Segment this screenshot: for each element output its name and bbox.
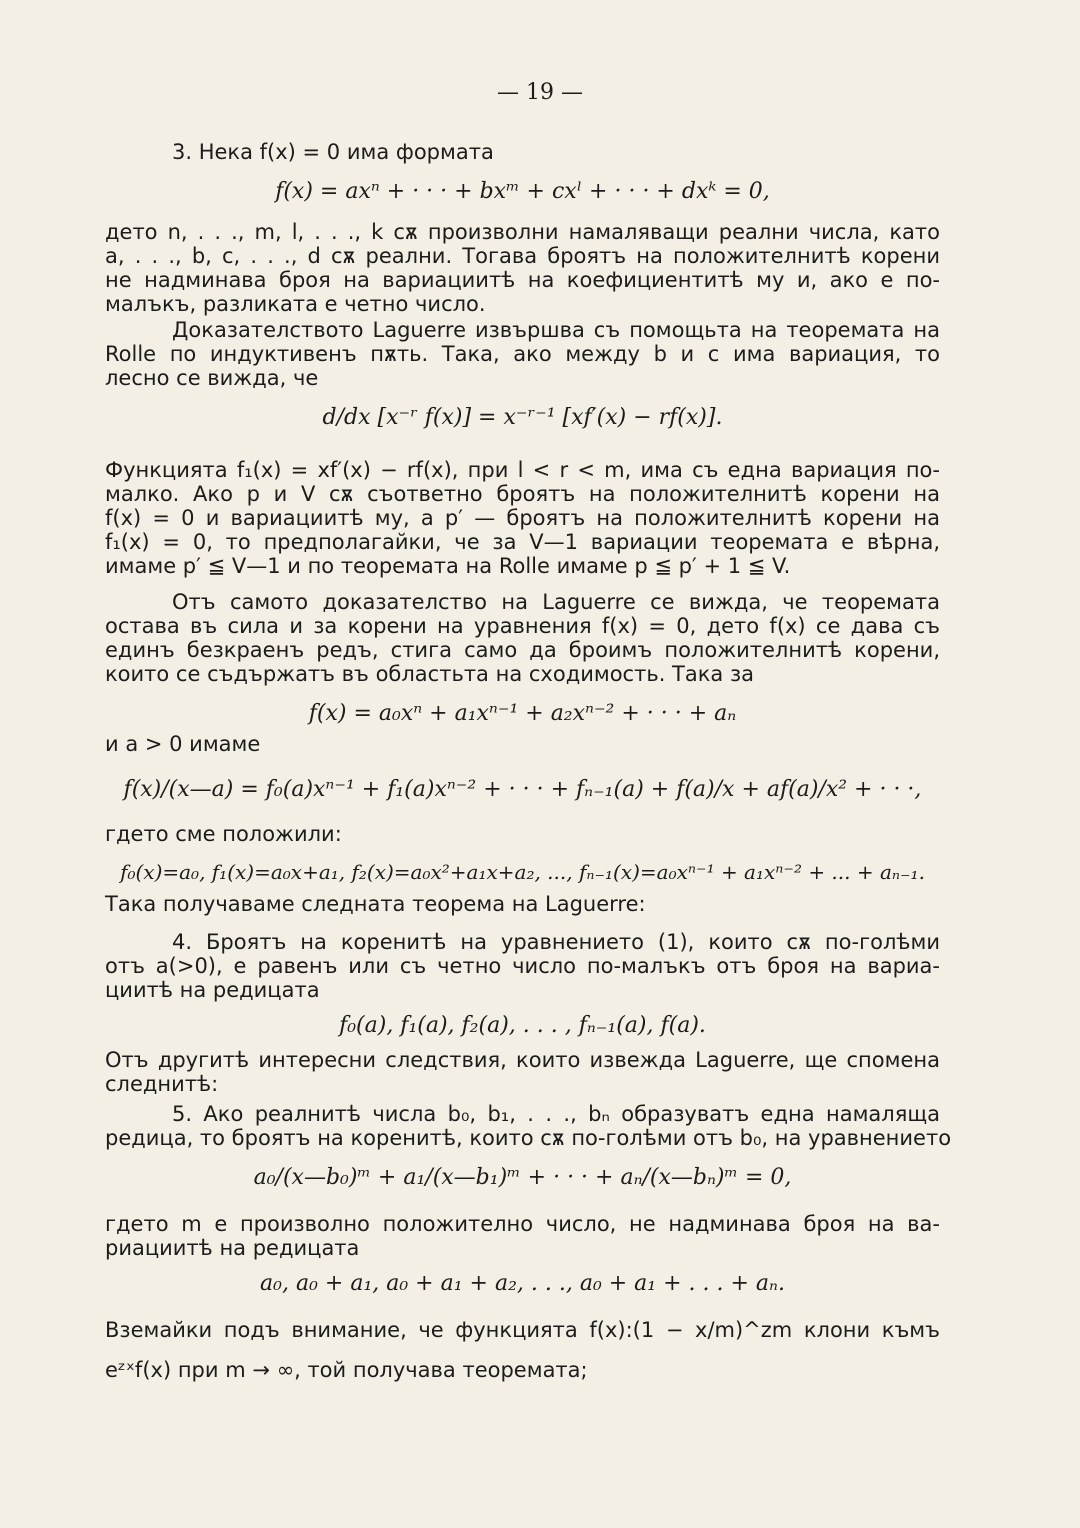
page-number: — 19 — xyxy=(497,80,583,105)
text-line: малъкъ, разликата е четно число. xyxy=(105,292,486,316)
text-line: следнитѣ: xyxy=(105,1072,219,1096)
text-line: eᶻˣf(x) при m → ∞, той получава теоремата; xyxy=(105,1358,588,1382)
text-line: Rolle по индуктивенъ пѫть. Така, ако между b и c има вариация, то xyxy=(105,342,940,366)
text-line: малко. Ако p и V сѫ съответно броятъ на положителнитѣ корени на xyxy=(105,482,940,506)
text-line: не надминава броя на вариациитѣ на коефициентитѣ му и, ако е по- xyxy=(105,268,940,292)
text-line: a, . . ., b, c, . . ., d сѫ реални. Тогава броятъ на положителнитѣ корени xyxy=(105,244,940,268)
equation-quotient: f(x)/(x—a) = f₀(a)xⁿ⁻¹ + f₁(a)xⁿ⁻² + · · · + fₙ₋₁(a) + f(a)/x + af(a)/x² + · · ·, xyxy=(123,777,922,802)
text-line: f₁(x) = 0, то предполагайки, че за V—1 вариации теоремата е вѣрна, xyxy=(105,530,940,554)
text-line: гдето m е произволно положително число, не надминава броя на ва- xyxy=(105,1212,940,1236)
equation-definitions: f₀(x)=a₀, f₁(x)=a₀x+a₁, f₂(x)=a₀x²+a₁x+a₂, ..., fₙ₋₁(x)=a₀xⁿ⁻¹ + a₁xⁿ⁻² + ... + aₙ₋₁. xyxy=(120,860,925,884)
text-line: отъ a(>0), е равенъ или съ четно число по-малъкъ отъ броя на вариа- xyxy=(105,954,940,978)
text-line: остава въ сила и за корени на уравнения f(x) = 0, дето f(x) се дава съ xyxy=(105,614,940,638)
text-line: Отъ самото доказателство на Laguerre се вижда, че теоремата xyxy=(172,590,940,614)
section-3-intro: 3. Нека f(x) = 0 има формата xyxy=(172,140,494,164)
equation-polynomial: f(x) = axⁿ + · · · + bxᵐ + cxˡ + · · · + dxᵏ = 0, xyxy=(275,179,770,204)
equation-series: f(x) = a₀xⁿ + a₁xⁿ⁻¹ + a₂xⁿ⁻² + · · · + aₙ xyxy=(308,701,737,726)
text-line: Така получаваме следната теорема на Laguerre: xyxy=(105,892,646,916)
text-line: лесно се вижда, че xyxy=(105,366,319,390)
equation-partial-sums: a₀, a₀ + a₁, a₀ + a₁ + a₂, . . ., a₀ + a₁ + . . . + aₙ. xyxy=(260,1271,785,1296)
equation-fractions: a₀/(x—b₀)ᵐ + a₁/(x—b₁)ᵐ + · · · + aₙ/(x—bₙ)ᵐ = 0, xyxy=(253,1165,792,1190)
text-line: които се съдържатъ въ областьта на сходимость. Така за xyxy=(105,662,755,686)
text-line: и a > 0 имаме xyxy=(105,732,261,756)
text-line: Отъ другитѣ интересни следствия, които извежда Laguerre, ще спомена xyxy=(105,1048,940,1072)
text-line: Вземайки подъ внимание, че функцията f(x):(1 − x/m)^zm клони къмъ xyxy=(105,1318,940,1342)
equation-sequence: f₀(a), f₁(a), f₂(a), . . . , fₙ₋₁(a), f(a). xyxy=(339,1013,706,1038)
text-line: редица, то броятъ на коренитѣ, които сѫ по-голѣми отъ b₀, на уравнението xyxy=(105,1126,952,1150)
text-line: Функцията f₁(x) = xf′(x) − rf(x), при l < r < m, има съ една вариация по- xyxy=(105,458,940,482)
text-line: Доказателството Laguerre извършва съ помощьта на теоремата на xyxy=(172,318,940,342)
theorem-5: 5. Ако реалнитѣ числа b₀, b₁, . . ., bₙ образуватъ една намаляща xyxy=(172,1102,940,1126)
text-line: риациитѣ на редицата xyxy=(105,1236,360,1260)
equation-derivative: d/dx [x⁻ʳ f(x)] = x⁻ʳ⁻¹ [xf′(x) − rf(x)]. xyxy=(322,405,723,430)
theorem-4: 4. Броятъ на коренитѣ на уравнението (1), които сѫ по-голѣми xyxy=(172,930,940,954)
text-line: циитѣ на редицата xyxy=(105,978,320,1002)
text-line: единъ безкраенъ редъ, стига само да броимъ положителнитѣ корени, xyxy=(105,638,940,662)
text-line: имаме p′ ≦ V—1 и по теоремата на Rolle имаме p ≦ p′ + 1 ≦ V. xyxy=(105,554,791,578)
text-line: дето n, . . ., m, l, . . ., k сѫ произволни намаляващи реални числа, като xyxy=(105,220,940,244)
text-line: f(x) = 0 и вариациитѣ му, а p′ — броятъ на положителнитѣ корени на xyxy=(105,506,940,530)
text-line: гдето сме положили: xyxy=(105,822,342,846)
